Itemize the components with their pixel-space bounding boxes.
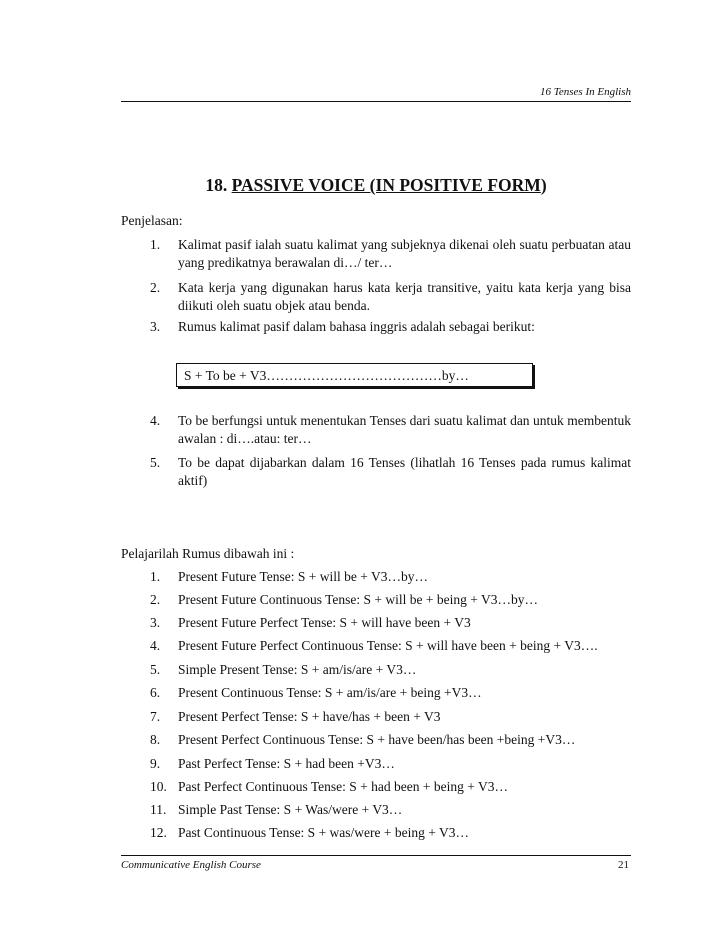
formula-item <box>150 637 598 654</box>
item-text: Kalimat pasif ialah suatu kalimat yang subjeknya dikenai oleh suatu perbuatan atau yang predikatnya berawalan di…/ ter… <box>178 237 631 270</box>
explanation-label: Penjelasan: <box>121 213 183 228</box>
item-text: To be berfungsi untuk menentukan Tenses dari suatu kalimat dan untuk membentuk awalan : di….atau: ter… <box>178 413 631 446</box>
item-number: 5. <box>150 455 161 470</box>
formula-item <box>150 708 440 725</box>
item-number: 2. <box>150 280 161 295</box>
formula-item <box>150 684 482 701</box>
formula-item <box>150 824 469 841</box>
explanation-item <box>150 279 631 315</box>
page-number: 21 <box>618 859 629 871</box>
explanation-item <box>150 412 631 448</box>
formula-item <box>150 661 416 678</box>
item-number: 1. <box>150 237 161 252</box>
item-text: Present Perfect Tense: S + have/has + been + V3 <box>178 709 441 724</box>
formula-item <box>150 614 471 631</box>
item-number: 6. <box>150 685 161 700</box>
formula-item <box>150 731 575 748</box>
item-text: Past Continuous Tense: S + was/were + being + V3… <box>178 825 470 840</box>
item-number: 1. <box>150 569 161 584</box>
item-number: 9. <box>150 756 161 771</box>
item-text: Present Future Perfect Continuous Tense: S + will have been + being + V3…. <box>178 638 598 653</box>
explanation-item <box>150 318 631 336</box>
page-footer <box>121 857 631 873</box>
formula-item <box>150 801 402 818</box>
formula-item <box>150 778 508 795</box>
formula-item <box>150 755 395 772</box>
item-text: Simple Past Tense: S + Was/were + V3… <box>178 802 403 817</box>
item-number: 11. <box>150 802 167 817</box>
item-number: 10. <box>150 779 167 794</box>
item-number: 8. <box>150 732 161 747</box>
item-text: To be dapat dijabarkan dalam 16 Tenses (lihatlah 16 Tenses pada rumus kalimat aktif) <box>178 455 631 488</box>
item-text: Present Perfect Continuous Tense: S + have been/has been +being +V3… <box>178 732 576 747</box>
item-number: 7. <box>150 709 161 724</box>
item-text: Simple Present Tense: S + am/is/are + V3… <box>178 662 417 677</box>
item-text: Present Continuous Tense: S + am/is/are + being +V3… <box>178 685 482 700</box>
running-header: 16 Tenses In English <box>540 86 631 98</box>
formulas-label: Pelajarilah Rumus dibawah ini : <box>121 546 295 561</box>
explanation-item <box>150 236 631 272</box>
course-name: Communicative English Course <box>121 859 261 871</box>
item-text: Present Future Continuous Tense: S + will be + being + V3…by… <box>178 592 539 607</box>
explanation-item <box>150 454 631 490</box>
item-text: Rumus kalimat pasif dalam bahasa inggris adalah sebagai berikut: <box>178 319 535 334</box>
footer-rule <box>121 855 631 856</box>
item-number: 4. <box>150 638 161 653</box>
item-number: 2. <box>150 592 161 607</box>
item-text: Past Perfect Tense: S + had been +V3… <box>178 756 395 771</box>
item-number: 12. <box>150 825 167 840</box>
item-text: Past Perfect Continuous Tense: S + had been + being + V3… <box>178 779 508 794</box>
formula-item <box>150 568 428 585</box>
section-number: 18. <box>205 175 228 195</box>
item-text: Kata kerja yang digunakan harus kata kerja transitive, yaitu kata kerja yang bisa diikuti oleh suatu objek atau benda. <box>178 280 631 313</box>
header-rule <box>121 101 631 102</box>
item-text: Present Future Perfect Tense: S + will have been + V3 <box>178 615 471 630</box>
item-number: 4. <box>150 413 161 428</box>
section-title: 18. PASSIVE VOICE (IN POSITIVE FORM) <box>205 175 547 195</box>
item-number: 5. <box>150 662 161 677</box>
item-number: 3. <box>150 319 161 334</box>
formula-item <box>150 591 538 608</box>
item-text: Present Future Tense: S + will be + V3…by… <box>178 569 429 584</box>
item-number: 3. <box>150 615 161 630</box>
passive-formula-box: S + To be + V3…………………………………by… <box>176 363 533 387</box>
section-title-text: PASSIVE VOICE (IN POSITIVE FORM <box>231 175 541 195</box>
